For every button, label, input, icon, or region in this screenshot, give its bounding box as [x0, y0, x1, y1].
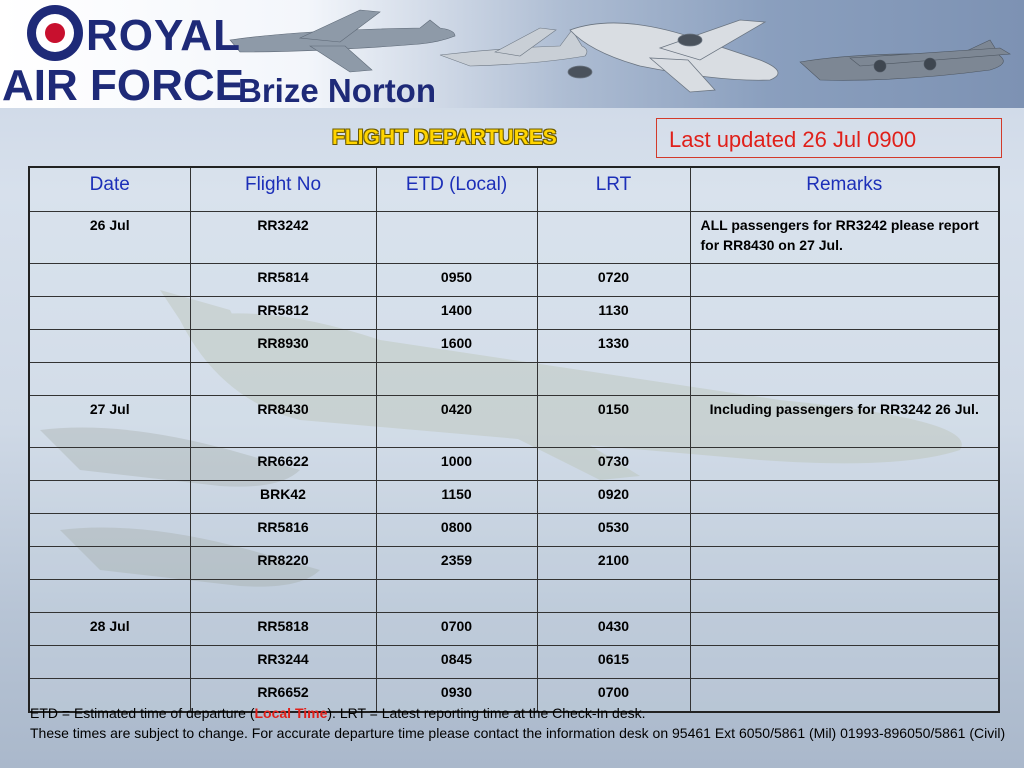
cell-remarks [690, 613, 999, 646]
column-header-lrt: LRT [537, 167, 690, 212]
cell-etd: 0845 [376, 646, 537, 679]
table-row [29, 547, 999, 580]
cell-date [29, 297, 190, 330]
cell-date [29, 646, 190, 679]
cell-etd [376, 580, 537, 613]
cell-date [29, 481, 190, 514]
cell-lrt: 0150 [537, 396, 690, 448]
footnote-etd-definition: ETD = Estimated time of departure ( [30, 705, 255, 721]
cell-etd [376, 212, 537, 264]
cell-date: 26 Jul [29, 212, 190, 264]
cell-date [29, 547, 190, 580]
cell-remarks: Including passengers for RR3242 26 Jul. [690, 396, 999, 448]
table-row [29, 613, 999, 646]
station-name: Brize Norton [238, 72, 436, 108]
last-updated-box [656, 118, 1002, 158]
cell-remarks [690, 330, 999, 363]
cell-lrt: 0920 [537, 481, 690, 514]
table-row [29, 646, 999, 679]
cell-lrt: 1330 [537, 330, 690, 363]
cell-remarks [690, 297, 999, 330]
cell-lrt: 0700 [537, 679, 690, 713]
table-row [29, 297, 999, 330]
cell-etd: 1400 [376, 297, 537, 330]
table-row [29, 363, 999, 396]
cell-etd [376, 363, 537, 396]
table-row [29, 396, 999, 448]
cell-lrt: 0615 [537, 646, 690, 679]
logo-royal-text: ROYAL [86, 11, 241, 60]
cell-flight: RR3244 [190, 646, 376, 679]
footnote [30, 703, 1010, 743]
cell-lrt [537, 212, 690, 264]
table-row [29, 212, 999, 264]
cell-remarks [690, 363, 999, 396]
cell-remarks: ALL passengers for RR3242 please report for RR8430 on 27 Jul. [690, 212, 999, 264]
cell-flight: RR5818 [190, 613, 376, 646]
cell-date [29, 330, 190, 363]
cell-date [29, 264, 190, 297]
cell-flight [190, 580, 376, 613]
cell-etd: 2359 [376, 547, 537, 580]
cell-lrt: 0530 [537, 514, 690, 547]
cell-flight: RR5816 [190, 514, 376, 547]
footnote-local-time-highlight: Local Time [254, 705, 328, 721]
cell-lrt [537, 580, 690, 613]
cell-flight: RR3242 [190, 212, 376, 264]
cell-lrt: 1130 [537, 297, 690, 330]
cell-lrt [537, 363, 690, 396]
cell-etd: 0930 [376, 679, 537, 713]
cell-lrt: 0430 [537, 613, 690, 646]
table-row [29, 514, 999, 547]
last-updated-text: Last updated 26 Jul 0900 [669, 127, 917, 152]
column-header-flight-no: Flight No [190, 167, 376, 212]
cell-flight: RR8430 [190, 396, 376, 448]
table-header-row [29, 167, 999, 212]
cell-etd: 0800 [376, 514, 537, 547]
cell-date [29, 514, 190, 547]
cell-flight: RR5814 [190, 264, 376, 297]
table-row [29, 264, 999, 297]
table-row [29, 481, 999, 514]
page-title: FLIGHT DEPARTURES [332, 126, 557, 149]
footnote-line-2: These times are subject to change. For accurate departure time please contact the information desk on 95461 Ext 6050/5861 (Mil) 01993-896050/5861 (Civil) [30, 725, 1006, 741]
column-header-etd: ETD (Local) [376, 167, 537, 212]
cell-etd: 1000 [376, 448, 537, 481]
cell-flight [190, 363, 376, 396]
cell-date [29, 580, 190, 613]
cell-etd: 1150 [376, 481, 537, 514]
cell-remarks [690, 580, 999, 613]
cell-date: 28 Jul [29, 613, 190, 646]
cell-date: 27 Jul [29, 396, 190, 448]
cell-remarks [690, 481, 999, 514]
cell-date [29, 363, 190, 396]
table-row [29, 580, 999, 613]
header-banner [0, 0, 1024, 108]
cell-flight: RR6652 [190, 679, 376, 713]
cell-remarks [690, 264, 999, 297]
cell-etd: 0420 [376, 396, 537, 448]
column-header-date: Date [29, 167, 190, 212]
column-header-remarks: Remarks [690, 167, 999, 212]
cell-flight: RR5812 [190, 297, 376, 330]
cell-flight: RR6622 [190, 448, 376, 481]
cell-remarks [690, 514, 999, 547]
cell-flight: BRK42 [190, 481, 376, 514]
table-row [29, 330, 999, 363]
cell-date [29, 448, 190, 481]
cell-lrt: 0730 [537, 448, 690, 481]
cell-flight: RR8930 [190, 330, 376, 363]
footnote-lrt-definition: ). LRT = Latest reporting time at the Check-In desk. [327, 705, 646, 721]
cell-etd: 0950 [376, 264, 537, 297]
table-row [29, 448, 999, 481]
raf-roundel-icon [26, 4, 84, 62]
departures-table [28, 166, 1000, 713]
logo-airforce-text: AIR FORCE [2, 61, 244, 108]
cell-etd: 1600 [376, 330, 537, 363]
cell-lrt: 0720 [537, 264, 690, 297]
cell-etd: 0700 [376, 613, 537, 646]
cell-lrt: 2100 [537, 547, 690, 580]
cell-remarks [690, 646, 999, 679]
cell-remarks [690, 448, 999, 481]
footnote-line-1 [30, 703, 1010, 723]
cell-remarks [690, 547, 999, 580]
cell-flight: RR8220 [190, 547, 376, 580]
